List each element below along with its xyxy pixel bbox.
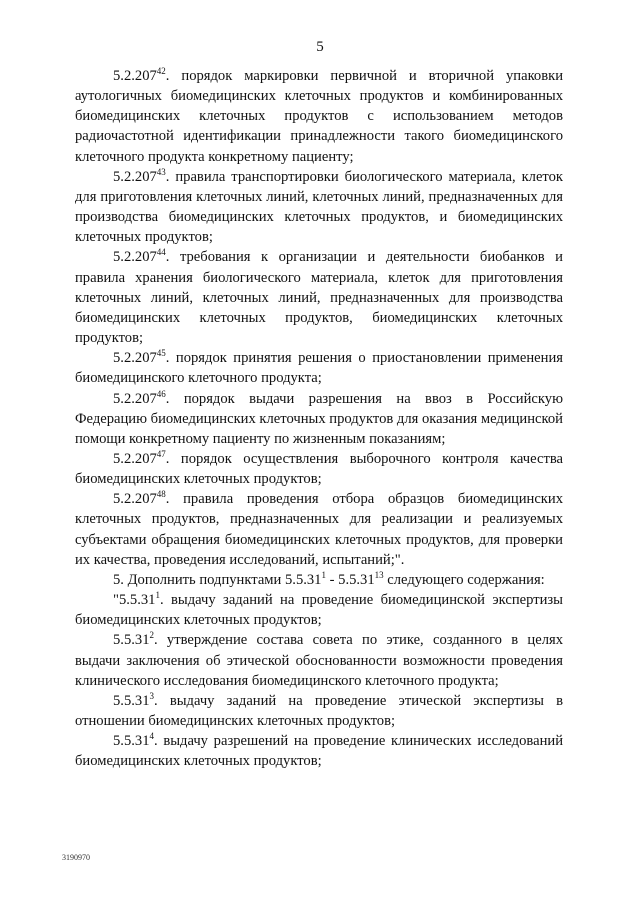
- item-superscript: 44: [156, 247, 166, 258]
- item-number: 5.2.207: [113, 390, 157, 407]
- item-superscript: 3: [149, 690, 154, 701]
- item-text: правила транспортировки биологического материала, клеток для приготовления клеточных линий, клеточных линий, предназначенных для производства биомедицинских клеточных продуктов, и биомедицинских клеточных продуктов;: [75, 168, 563, 246]
- paragraph-5-2-207-45: 5.2.207$^{45}$. порядок принятия решения о приостановлении применения биомедицинского клеточного продукта;: [75, 348, 563, 387]
- document-body: [75, 66, 563, 771]
- item-text: утверждение состава совета по этике, созданного в целях выдачи заключения об этической обоснованности возможности проведения клинического исследования биомедицинского клеточного продукта;: [75, 632, 564, 689]
- paragraph-5-2-207-48: 5.2.207$^{48}$. правила проведения отбора образцов биомедицинских клеточных продуктов, предназначенных для реализации и реализуемых субъектами обращения биомедицинских клеточных продуктов, для проверки их качества, проведения исследований, испытаний;".: [75, 489, 564, 568]
- item-superscript: 13: [374, 569, 384, 580]
- item-text: выдачу заданий на проведение этической экспертизы в отношении биомедицинских клеточных продуктов;: [75, 692, 563, 729]
- item-number: 5.2.207: [113, 491, 157, 508]
- paragraph-section-5-intro: 5. Дополнить подпунктами 5.5.31$^1$ - 5.5.31$^{13}$ следующего содержания:: [113, 569, 545, 588]
- item-superscript: 46: [156, 388, 166, 399]
- item-number: 5.2.207: [113, 168, 157, 185]
- item-number: 5.2.207: [113, 68, 157, 84]
- page-number: 5: [316, 39, 324, 55]
- item-superscript: 2: [149, 630, 154, 641]
- item-text: правила проведения отбора образцов биомедицинских клеточных продуктов, предназначенных для реализации и реализуемых субъектами обращения биомедицинских клеточных продуктов, для проверки их качества, проведения исследований, испытаний;".: [75, 491, 564, 568]
- item-number: 5.2.207: [113, 450, 157, 467]
- item-text: выдачу заданий на проведение биомедицинской экспертизы биомедицинских клеточных продуктов;: [75, 592, 563, 629]
- item-superscript: 1: [321, 569, 326, 580]
- paragraph-5-2-207-47: 5.2.207$^{47}$. порядок осуществления выборочного контроля качества биомедицинских клеточных продуктов;: [75, 448, 563, 488]
- item-text: порядок осуществления выборочного контроля качества биомедицинских клеточных продуктов;: [75, 450, 563, 488]
- item-number: "5.5.31: [113, 592, 156, 609]
- paragraph-5-5-31-1: "5.5.31$^1$. выдачу заданий на проведение биомедицинской экспертизы биомедицинских клеточных продуктов;: [75, 590, 563, 629]
- item-superscript: 4: [149, 731, 154, 742]
- paragraph-5-2-207-42: 5.2.207$^{42}$. порядок маркировки первичной и вторичной упаковки аутологичных биомедицинских клеточных продуктов и комбинированных биомедицинских клеточных продуктов с использованием методов радиочастотной идентификации принадлежности такого биомедицинского клеточного продукта конкретному пациенту;: [75, 66, 564, 165]
- item-number: 5.2.207: [113, 249, 157, 266]
- item-number: 5.2.207: [113, 350, 157, 367]
- item-superscript: 45: [156, 348, 166, 359]
- item-superscript: 47: [156, 448, 166, 459]
- paragraph-5-2-207-44: 5.2.207$^{44}$. требования к организации и деятельности биобанков и правила хранения биологического материала, клеток для приготовления клеточных линий, клеточных линий, предназначенных для производства биомедицинских клеточных продуктов, биомедицинских клеточных продуктов;: [75, 247, 563, 347]
- item-number: 5.5.31: [113, 632, 150, 649]
- item-superscript: 1: [155, 590, 160, 601]
- document-code: 3190970: [62, 853, 90, 862]
- paragraph-5-5-31-4: 5.5.31$^4$. выдачу разрешений на проведение клинических исследований биомедицинских клеточных продуктов;: [75, 731, 563, 770]
- item-text: требования к организации и деятельности биобанков и правила хранения биологического материала, клеток для приготовления клеточных линий, клеточных линий, предназначенных для производства биомедицинских клеточных продуктов, биомедицинских клеточных продуктов;: [75, 249, 563, 347]
- item-text: выдачу разрешений на проведение клинических исследований биомедицинских клеточных продуктов;: [75, 733, 563, 770]
- item-text: порядок маркировки первичной и вторичной упаковки аутологичных биомедицинских клеточных продуктов и комбинированных биомедицинских клеточных продуктов с использованием методов радиочастотной идентификации принадлежности такого биомедицинского клеточного продукта конкретному пациенту;: [75, 68, 564, 165]
- item-text: порядок принятия решения о приостановлении применения биомедицинского клеточного продукта;: [75, 350, 563, 387]
- item-superscript: 42: [156, 66, 166, 76]
- item-number: 5.5.31: [113, 692, 150, 709]
- item-number: 5.5.31: [113, 733, 150, 750]
- paragraph-5-2-207-46: 5.2.207$^{46}$. порядок выдачи разрешения на ввоз в Российскую Федерацию биомедицинских клеточных продуктов для оказания медицинской помощи конкретному пациенту по жизненным показаниям;: [75, 388, 563, 447]
- item-superscript: 43: [156, 166, 166, 177]
- item-superscript: 48: [156, 489, 166, 500]
- item-text: порядок выдачи разрешения на ввоз в Российскую Федерацию биомедицинских клеточных продуктов для оказания медицинской помощи конкретному пациенту по жизненным показаниям;: [75, 390, 563, 447]
- paragraph-5-5-31-3: 5.5.31$^3$. выдачу заданий на проведение этической экспертизы в отношении биомедицинских клеточных продуктов;: [75, 690, 563, 729]
- paragraph-5-2-207-43: 5.2.207$^{43}$. правила транспортировки биологического материала, клеток для приготовления клеточных линий, клеточных линий, предназначенных для производства биомедицинских клеточных продуктов, и биомедицинских клеточных продуктов;: [75, 166, 563, 246]
- paragraph-5-5-31-2: 5.5.31$^2$. утверждение состава совета по этике, созданного в целях выдачи заключения об этической обоснованности возможности проведения клинического исследования биомедицинского клеточного продукта;: [75, 630, 564, 689]
